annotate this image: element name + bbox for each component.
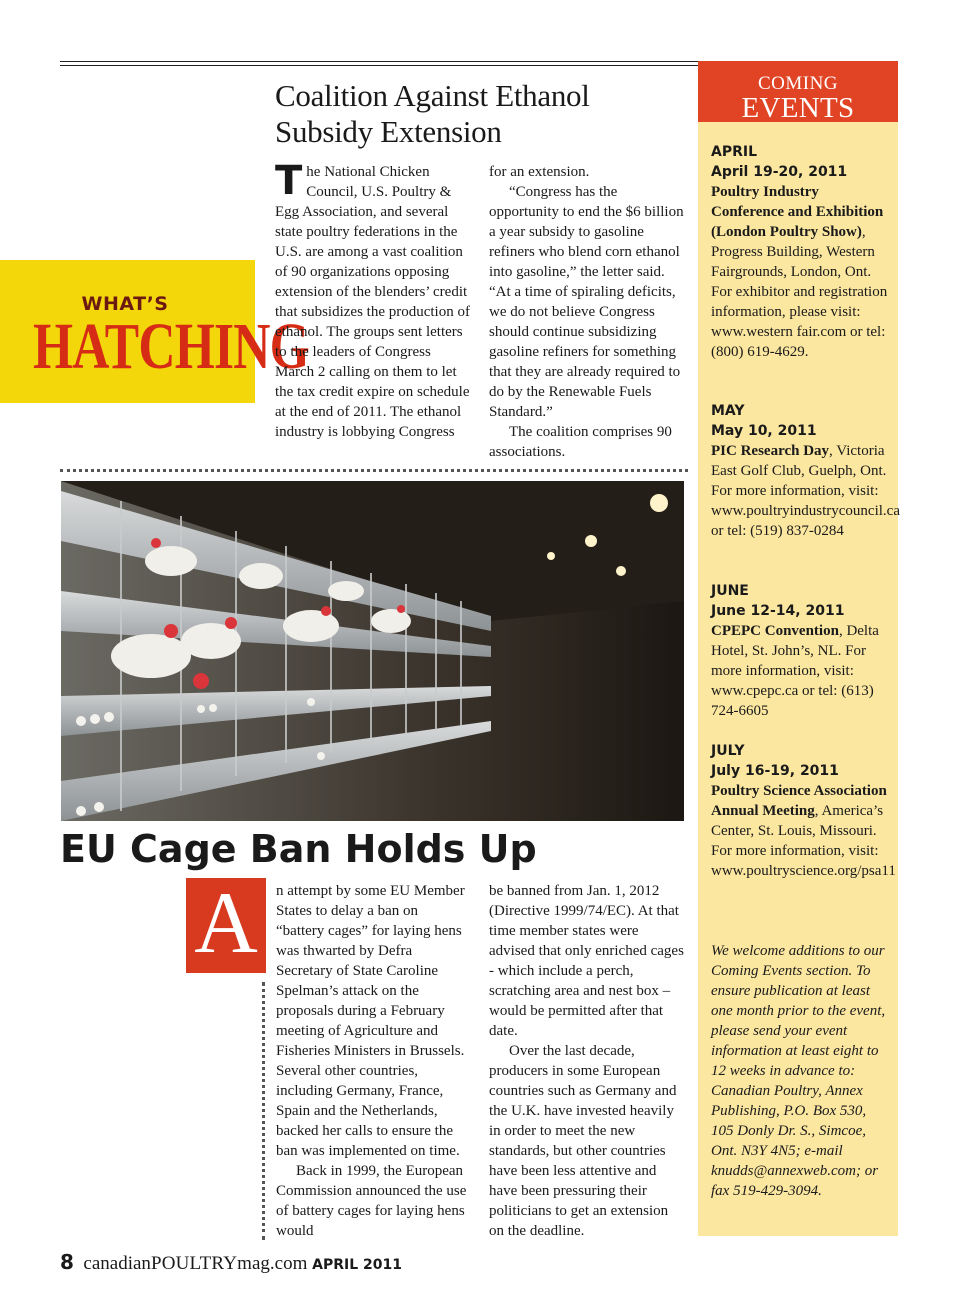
- eu-col1-p2: Back in 1999, the European Commission announced the use of battery cages for laying hens would: [276, 1163, 467, 1239]
- ethanol-headline-line2: Subsidy Extension: [275, 114, 502, 149]
- dotted-divider: [60, 469, 688, 472]
- page-number: 8: [60, 1250, 74, 1274]
- magazine-site: [83, 1253, 307, 1274]
- event-name: Poultry Industry Conference and Exhibition (London Poultry Show): [711, 184, 884, 240]
- events-label: EVENTS: [741, 92, 855, 124]
- event-april: [711, 142, 891, 401]
- issue-date: APRIL 2011: [312, 1257, 402, 1273]
- eu-column-2: [489, 881, 685, 1241]
- battery-cage-photo: [61, 481, 684, 821]
- top-rule: [60, 61, 700, 66]
- eu-column-1: [276, 881, 470, 1241]
- site-part-b: POULTRY: [150, 1253, 238, 1274]
- section-tag-title: HATCHING: [32, 310, 309, 383]
- eu-dropcap-letter: A: [194, 875, 258, 972]
- event-list: [711, 142, 900, 1201]
- event-details: , Victoria East Golf Club, Guelph, Ont. For more information, visit: www.poultryindustrycouncil.ca or tel: (519) 837-0284: [711, 443, 900, 539]
- event-month: JUNE: [711, 583, 749, 599]
- event-month: JULY: [711, 743, 745, 759]
- eu-dropcap: [186, 875, 266, 973]
- event-name: Poultry Science Association Annual Meeting: [711, 783, 887, 819]
- ethanol-column-2: [489, 162, 685, 462]
- ethanol-col2-p3: The coalition comprises 90 associations.: [489, 424, 672, 460]
- eu-col2-p2: Over the last decade, producers in some European countries such as Germany and the U.K. have invested heavily in order to meet the new standards, but other countries have been less attentive and have been pressuring their politicians to get an extension on the deadline.: [489, 1043, 677, 1239]
- event-details: , Delta Hotel, St. John’s, NL. For more information, visit: www.cpepc.ca or tel: (613) 724-6605: [711, 623, 879, 719]
- ethanol-headline: [275, 78, 695, 150]
- event-date: July 16-19, 2011: [711, 763, 839, 779]
- eu-col2-p1: be banned from Jan. 1, 2012 (Directive 1999/74/EC). At that time member states were advised that only enriched cages - which include a perch, scratching area and nest box – would be permitted after that date.: [489, 883, 684, 1039]
- event-month: MAY: [711, 403, 745, 419]
- event-date: June 12-14, 2011: [711, 603, 845, 619]
- event-date: May 10, 2011: [711, 423, 817, 439]
- submission-note: We welcome additions to our Coming Events section. To ensure publication at least one month prior to the event, please send your event information at least eight to 12 weeks in advance to: Canadian Poultry, Annex Publishing, P.O. Box 530, 105 Donly Dr. S., Simcoe, Ont. N3Y 4N5; e-mail knudds@annexweb.com; or fax 519-429-3094.: [711, 943, 886, 1199]
- vertical-dotted-divider: [262, 982, 265, 1240]
- eu-headline: EU Cage Ban Holds Up: [60, 827, 537, 871]
- event-details: , America’s Center, St. Louis, Missouri. For more information, visit: www.poultryscience.org/psa11: [711, 803, 896, 879]
- cage-illustration: [61, 481, 684, 821]
- site-part-a: canadian: [83, 1253, 151, 1274]
- event-date: April 19-20, 2011: [711, 164, 848, 180]
- eu-col1-p1: n attempt by some EU Member States to delay a ban on “battery cages” for laying hens was thwarted by Defra Secretary of State Caroline Spelman’s attack on the proposals during a February meeting of Agriculture and Fisheries Ministers in Brussels. Several other countries, including Germany, France, Spain and the Netherlands, backed her calls to ensure the ban was implemented on time.: [276, 883, 465, 1159]
- event-may: [711, 401, 900, 581]
- coming-events-header: [698, 61, 898, 122]
- event-july: [711, 741, 896, 941]
- ethanol-column-1: [275, 158, 470, 442]
- ethanol-col2-p1: for an extension.: [489, 164, 590, 180]
- event-name: CPEPC Convention: [711, 623, 839, 639]
- ethanol-col2-p2: “Congress has the opportunity to end the $6 billion a year subsidy to gasoline refiners who blend corn ethanol into gasoline,” the letter said. “At a time of spiraling deficits, we do not believe Congress should continue subsidizing gasoline refiners for something that they are already required to do by the Renewable Fuels Standard.”: [489, 184, 684, 420]
- event-details: , Progress Building, Western Fairgrounds, London, Ont. For exhibitor and registration information, please visit: www.western fair.com or tel: (800) 619-4629.: [711, 224, 888, 360]
- page-footer: [60, 1250, 402, 1275]
- coming-label: COMING: [757, 73, 839, 94]
- ethanol-headline-line1: Coalition Against Ethanol: [275, 78, 590, 113]
- event-month: APRIL: [711, 144, 758, 160]
- ethanol-col1-text: he National Chicken Council, U.S. Poultry & Egg Association, and several state poultry federations in the U.S. are among a vast coalition of 90 organizations opposing extension of the blenders’ credit that subsidizes the production of ethanol. The groups sent letters to the leaders of Congress March 2 calling on them to let the tax credit expire on schedule at the end of 2011. The ethanol industry is lobbying Congress: [275, 164, 470, 440]
- site-part-c: mag.com: [237, 1253, 308, 1274]
- event-name: PIC Research Day: [711, 443, 830, 459]
- ethanol-dropcap: T: [275, 158, 303, 204]
- section-tag-small: WHAT’S: [81, 293, 169, 315]
- event-june: [711, 581, 891, 741]
